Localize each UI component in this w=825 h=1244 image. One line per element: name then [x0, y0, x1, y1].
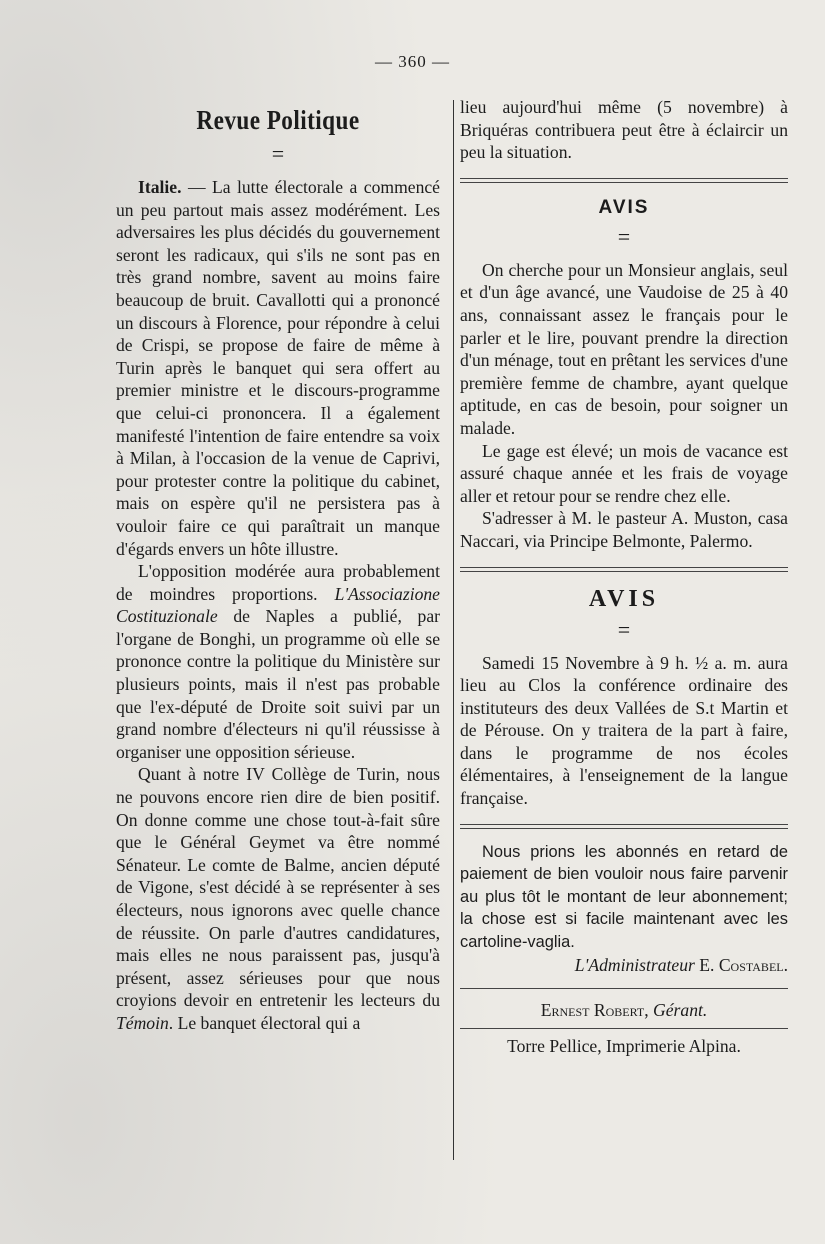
right-column: [460, 96, 788, 1057]
article-paragraph-italie: [116, 176, 440, 560]
paragraph-text: — La lutte électorale a commencé un peu partout mais assez modérément. Les adversaires les plus décidés du gouvernement seront les radicaux, qui s'ils ne sont pas en très grand nombre, savent au moins faire beaucoup de bruit. Cavallotti qui a prononcé un discours à Florence, pour répondre à celui de Crispi, se propose de faire de même à Turin après le banquet qui sera offert au premier ministre et le discours-programme que celui-ci prononcera. Il a également manifesté l'intention de faire entendre sa voix à Milan, à l'occasion de la venue de Caprivi, pour protester contre la politique du cabinet, mais on espère qu'il ne persistera pas à vouloir faire ce qui paraîtrait un manque d'égards envers un hôte illustre.: [116, 177, 440, 559]
avis-separator: =: [617, 223, 631, 249]
avis-title-conference: AVIS: [588, 585, 660, 612]
article-continuation: lieu aujourd'hui même (5 novembre) à Briquéras contribuera peut être à éclaircir un peu la situation.: [460, 97, 788, 163]
avis-title: AVIS: [598, 196, 650, 218]
page-number: — 360 —: [375, 52, 450, 71]
section-headline: Revue Politique: [196, 105, 360, 135]
article-paragraph-opposition: [116, 560, 440, 763]
gerant-name: Ernest Robert,: [540, 1000, 649, 1021]
avis-separator: =: [617, 616, 631, 642]
avis-paragraph: On cherche pour un Monsieur anglais, seul et d'un âge avancé, une Vaudoise de 25 à 40 ans, connaissant assez le français pour le parler et le lire, pouvant prendre la direction d'un ménage, tout en prêtant les services d'une première femme de chambre, ayant quelque aptitude, en cas de besoin, pour soigner un malade.: [460, 259, 788, 438]
paragraph-text: de Naples a publié, par l'organe de Bonghi, un programme où elle se prononce contre la politique du Ministère sur plusieurs points, mais il n'est pas probable que l'ex-député de Droite soit suivi par un grand nombre d'électeurs ni qu'il réussisse à organiser une opposition sérieuse.: [116, 606, 440, 762]
gerant-role: Gérant.: [653, 1000, 708, 1021]
newspaper-name: Témoin: [116, 1012, 169, 1033]
avis-paragraph: Le gage est élevé; un mois de vacance est assuré chaque année et les frais de voyage aller et retour pour se rendre chez elle.: [460, 440, 788, 506]
column-divider: [453, 100, 454, 1160]
administrator-signature: [460, 954, 788, 977]
paragraph-pre-text: L'opposition modérée aura probablement de moindres proportions.: [116, 561, 440, 604]
footer-rule: [460, 1028, 788, 1029]
headline-separator: =: [271, 141, 285, 166]
signature-role: L'Administrateur: [574, 954, 695, 975]
left-column: [116, 96, 440, 1035]
association-name: L'Associazione Costituzionale: [116, 583, 440, 627]
article-paragraph-turin: [116, 763, 440, 1034]
signature-name: E. Costabel.: [699, 954, 788, 975]
paragraph-text: Quant à notre IV Collège de Turin, nous ne pouvons encore rien dire de bien positif. On donne comme une chose tout-à-fait sûre que le Général Geymet va être nommé Sénateur. Le comte de Balme, ancien député de Vigone, s'est décidé à se représenter à ses électeurs, nous ignorons avec quelle chance de réussite. On parle d'autres candidatures, mais elles ne nous paraissent pas, jusqu'à présent, assez sérieuses pour que nous croyions devoir en entretenir les lecteurs du: [116, 764, 440, 1011]
gerant-line: [460, 999, 788, 1022]
section-rule: [460, 567, 788, 572]
avis-address: S'adresser à M. le pasteur A. Muston, casa Naccari, via Principe Belmonte, Palermo.: [460, 508, 788, 551]
section-rule: [460, 824, 788, 829]
footer-rule: [460, 988, 788, 989]
conference-paragraph: Samedi 15 Novembre à 9 h. ½ a. m. aura lieu au Clos la conférence ordinaire des instituteurs des deux Vallées de S.t Martin et de Pérouse. On y traitera de la part à faire, dans le programme de nos écoles élémentaires, à l'enseignement de la langue française.: [460, 652, 788, 809]
country-lead: Italie.: [138, 177, 182, 197]
paragraph-post-text: . Le banquet électoral qui a: [168, 1012, 361, 1033]
printer-imprint: Torre Pellice, Imprimerie Alpina.: [507, 1035, 741, 1056]
subscriber-notice: Nous prions les abonnés en retard de paiement de bien vouloir nous faire parvenir au plus tôt le montant de leur abonnement; la chose est si facile maintenant avec les cartoline-vaglia.: [460, 842, 788, 952]
section-rule: [460, 178, 788, 183]
